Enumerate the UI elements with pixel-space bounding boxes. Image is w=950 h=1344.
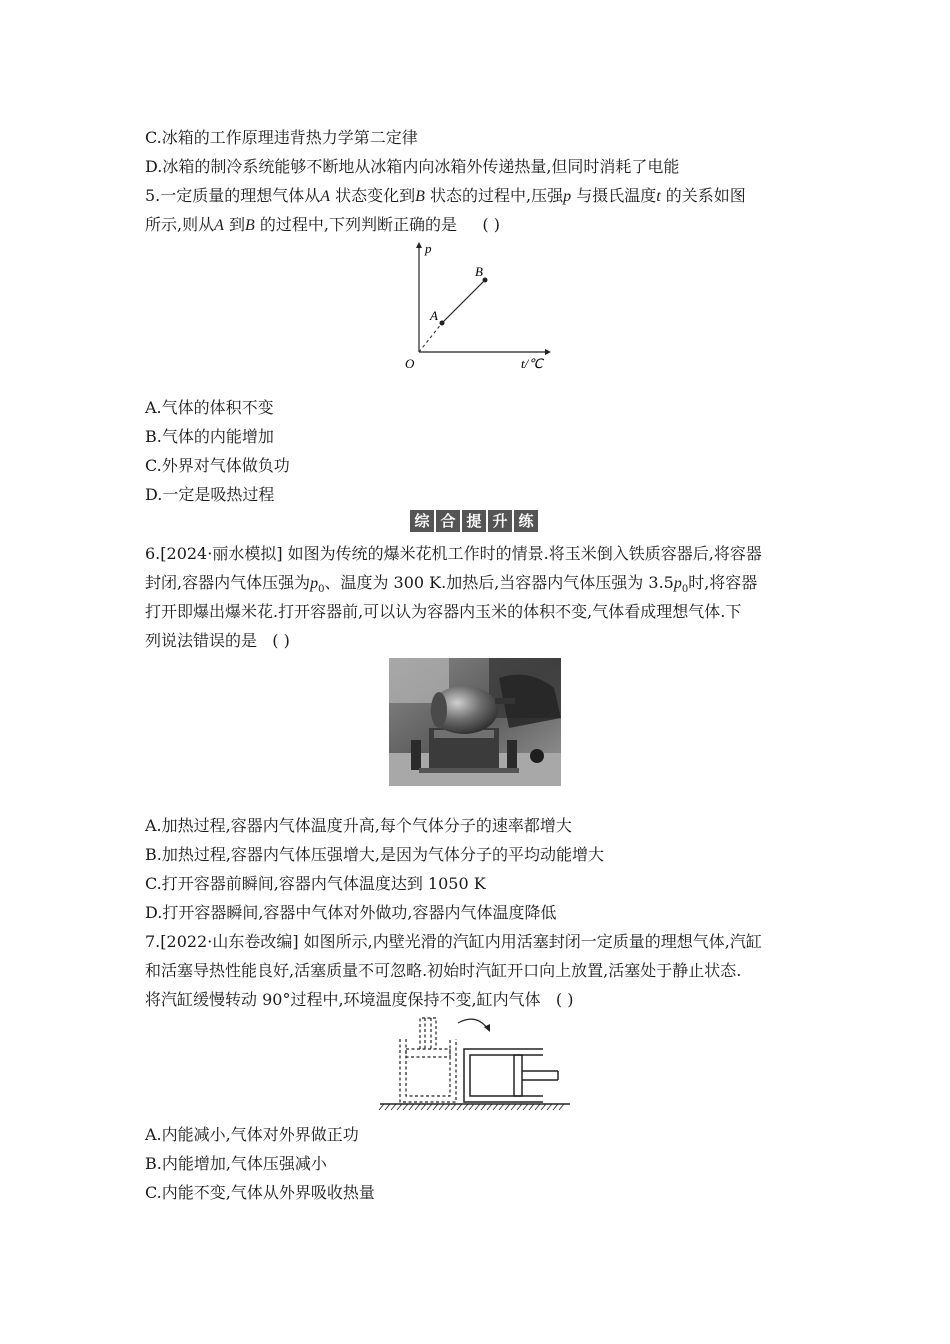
q7-stem-line2: 和活塞导热性能良好,活塞质量不可忽略.初始时汽缸开口向上放置,活塞处于静止状态. bbox=[145, 961, 742, 980]
q6-option-d: D.打开容器瞬间,容器中气体对外做功,容器内气体温度降低 bbox=[145, 903, 557, 922]
q5-option-d: D.一定是吸热过程 bbox=[145, 485, 275, 504]
banner-char: 练 bbox=[514, 510, 538, 532]
q6-stem-line1: 6.[2024·丽水模拟] 如图为传统的爆米花机工作时的情景.将玉米倒入铁质容器后,将容器 bbox=[145, 544, 762, 563]
q7-cylinder-diagram bbox=[378, 1015, 573, 1115]
axis-t-label: t/℃ bbox=[521, 356, 543, 371]
banner-char: 升 bbox=[488, 510, 512, 532]
q6-option-c: C.打开容器前瞬间,容器内气体温度达到 1050 K bbox=[145, 874, 486, 893]
q7-stem-line3: 将汽缸缓慢转动 90°过程中,环境温度保持不变,缸内气体 ( ) bbox=[145, 990, 574, 1009]
q5-option-a: A.气体的体积不变 bbox=[145, 398, 274, 417]
banner-char: 综 bbox=[410, 510, 434, 532]
point-a bbox=[440, 321, 445, 326]
point-b bbox=[483, 278, 488, 283]
axis-p-label: p bbox=[425, 241, 432, 256]
q5-stem-line2: 所示,则从A 到B 的过程中,下列判断正确的是 ( ) bbox=[145, 215, 500, 234]
point-a-label: A bbox=[430, 308, 438, 323]
section-banner bbox=[410, 510, 538, 532]
q5-option-b: B.气体的内能增加 bbox=[145, 427, 274, 446]
q4-option-d: D.冰箱的制冷系统能够不断地从冰箱内向冰箱外传递热量,但同时消耗了电能 bbox=[145, 157, 680, 176]
q6-stem-line3: 打开即爆出爆米花.打开容器前,可以认为容器内玉米的体积不变,气体看成理想气体.下 bbox=[145, 602, 742, 621]
q7-option-c: C.内能不变,气体从外界吸收热量 bbox=[145, 1183, 375, 1202]
q5-stem-line1: 5.一定质量的理想气体从A 状态变化到B 状态的过程中,压强p 与摄氏温度t 的关系如图 bbox=[145, 186, 746, 205]
q5-option-c: C.外界对气体做负功 bbox=[145, 456, 290, 475]
q6-stem-line4: 列说法错误的是 ( ) bbox=[145, 631, 290, 650]
q6-stem-line2: 封闭,容器内气体压强为$p_0$、温度为 300 K.加热后,当容器内气体压强为 $3.5p_0$时,将容器 bbox=[145, 573, 758, 596]
q7-stem-line1: 7.[2022·山东卷改编] 如图所示,内壁光滑的汽缸内用活塞封闭一定质量的理想气体,汽缸 bbox=[145, 932, 762, 951]
q5-pt-graph bbox=[395, 240, 555, 375]
banner-char: 合 bbox=[436, 510, 460, 532]
q6-option-b: B.加热过程,容器内气体压强增大,是因为气体分子的平均动能增大 bbox=[145, 845, 605, 864]
q4-option-c: C.冰箱的工作原理违背热力学第二定律 bbox=[145, 128, 418, 147]
popcorn-machine-photo bbox=[389, 658, 561, 786]
q6-option-a: A.加热过程,容器内气体温度升高,每个气体分子的速率都增大 bbox=[145, 816, 572, 835]
point-b-label: B bbox=[475, 264, 483, 279]
origin-label: O bbox=[405, 356, 415, 371]
q7-option-a: A.内能减小,气体对外界做正功 bbox=[145, 1125, 359, 1144]
q7-option-b: B.内能增加,气体压强减小 bbox=[145, 1154, 327, 1173]
banner-char: 提 bbox=[462, 510, 486, 532]
